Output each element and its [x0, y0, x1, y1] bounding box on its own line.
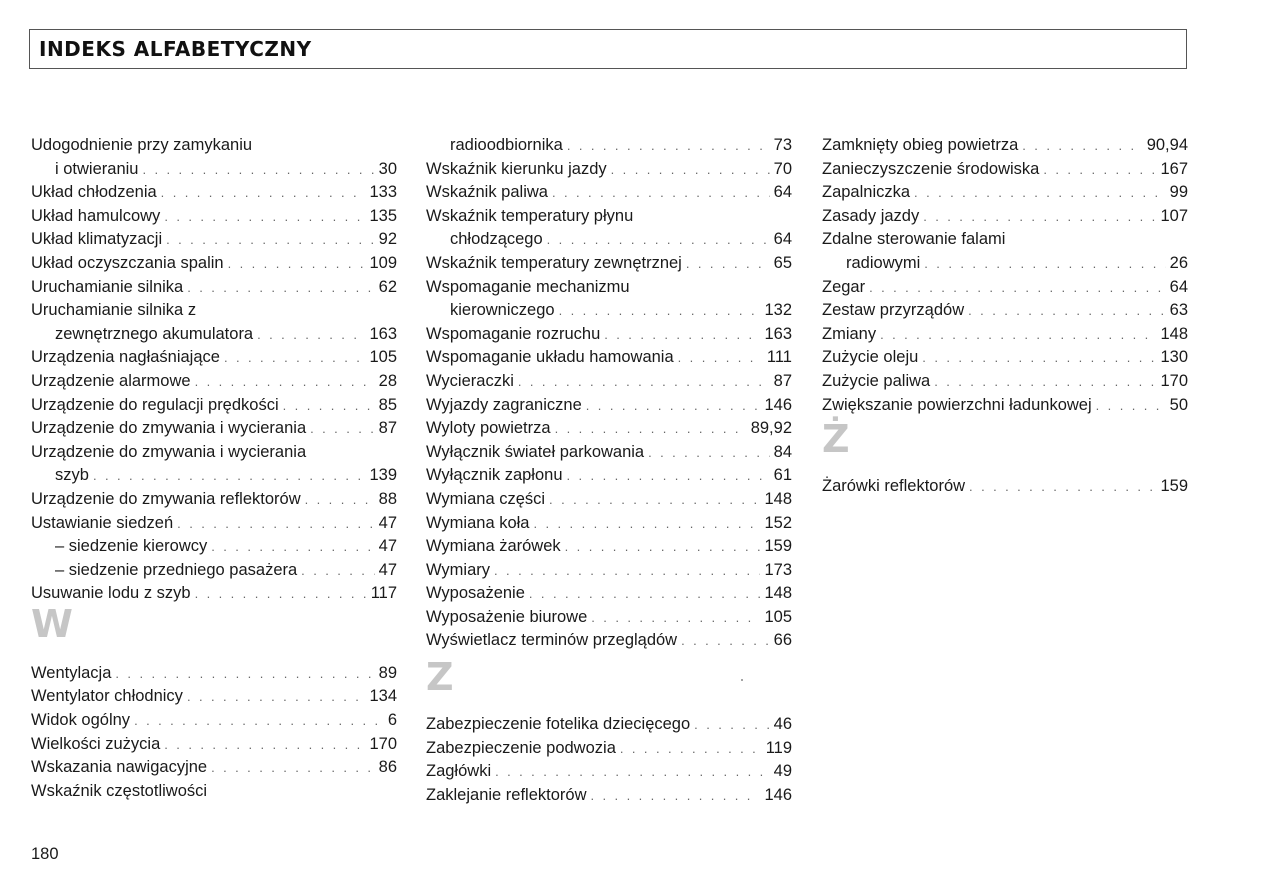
index-term: – siedzenie kierowcy [55, 537, 208, 556]
index-entry [822, 475, 1188, 499]
index-page-ref: 89,92 [750, 419, 792, 438]
index-term: Wspomaganie rozruchu [426, 324, 601, 343]
index-page-ref: 111 [766, 348, 792, 367]
index-page-ref: 87 [773, 371, 792, 390]
index-entry [31, 441, 397, 465]
dot-leader [211, 535, 374, 559]
index-entry [426, 488, 792, 512]
dot-leader [1043, 158, 1156, 182]
index-entry [426, 323, 792, 347]
index-entry [822, 370, 1188, 394]
index-page-ref: 134 [369, 687, 397, 706]
index-entry [426, 512, 792, 536]
index-entry [31, 780, 397, 804]
index-page-ref: 163 [764, 324, 792, 343]
index-entry [31, 181, 397, 205]
index-entry [426, 276, 792, 300]
index-term: Wymiary [426, 560, 491, 579]
index-page-ref: 63 [1169, 301, 1188, 320]
index-term: Zasady jazdy [822, 206, 920, 225]
index-page-ref: 146 [764, 395, 792, 414]
index-section-letter: Z [426, 655, 454, 700]
index-page-ref: 84 [773, 442, 792, 461]
dot-leader [1096, 394, 1166, 418]
index-term: Usuwanie lodu z szyb [31, 584, 191, 603]
index-section-letter: Ż [822, 417, 850, 462]
index-term: Wielkości zużycia [31, 734, 161, 753]
index-page-ref: 47 [378, 560, 397, 579]
index-entry [822, 323, 1188, 347]
index-entry [31, 488, 397, 512]
dot-leader [611, 158, 770, 182]
index-entry [31, 512, 397, 536]
index-term: i otwieraniu [55, 159, 139, 178]
dot-leader [93, 464, 366, 488]
index-term: zewnętrznego akumulatora [55, 324, 254, 343]
index-page-ref: 89 [378, 663, 397, 682]
index-term: Urządzenia nagłaśniające [31, 348, 220, 367]
index-term: Wskaźnik temperatury płynu [426, 206, 634, 225]
dot-leader [177, 512, 374, 536]
dot-leader [686, 252, 770, 276]
index-column-2 [426, 134, 792, 807]
index-entry [822, 299, 1188, 323]
dot-leader [142, 158, 374, 182]
index-page-ref: 90,94 [1146, 136, 1188, 154]
index-entry [31, 582, 397, 606]
index-term: Zdalne sterowanie falami [822, 230, 1006, 249]
index-term: Wskaźnik częstotliwości [31, 781, 208, 800]
dot-leader [969, 475, 1156, 499]
dot-leader [681, 629, 770, 653]
index-entry [31, 559, 397, 583]
index-entry [426, 205, 792, 229]
index-term: Urządzenie do zmywania i wycierania [31, 442, 307, 461]
dot-leader [694, 713, 769, 737]
index-page-ref: 135 [369, 206, 397, 225]
index-entry [426, 346, 792, 370]
index-term: Wycieraczki [426, 371, 514, 390]
index-entry [426, 228, 792, 252]
index-column-3 [822, 134, 1188, 499]
dot-leader [547, 228, 770, 252]
index-entry [426, 158, 792, 182]
index-entry [31, 370, 397, 394]
index-term: Urządzenie alarmowe [31, 371, 191, 390]
dot-leader [134, 709, 384, 733]
index-term: Wyświetlacz terminów przeglądów [426, 631, 678, 650]
index-entry [31, 709, 397, 733]
index-entry [426, 760, 792, 784]
index-page-ref: 107 [1160, 206, 1188, 225]
index-page-ref: 173 [764, 560, 792, 579]
index-entry [822, 394, 1188, 418]
index-term: Zapalniczka [822, 183, 911, 202]
index-entry [426, 441, 792, 465]
index-entry [31, 346, 397, 370]
index-page-ref: 66 [773, 631, 792, 650]
index-term: Wskaźnik kierunku jazdy [426, 159, 607, 178]
dot-leader [495, 760, 770, 784]
index-term: Wspomaganie układu hamowania [426, 348, 674, 367]
index-entry [31, 417, 397, 441]
index-page-ref: 49 [773, 762, 792, 781]
dot-leader [533, 512, 760, 536]
index-page-ref: 86 [378, 758, 397, 777]
dot-leader [195, 582, 367, 606]
dot-leader [1022, 134, 1142, 158]
dot-leader [549, 488, 760, 512]
index-term: Wentylacja [31, 663, 112, 682]
index-term: Układ hamulcowy [31, 206, 161, 225]
index-term: Żarówki reflektorów [822, 477, 966, 496]
index-page-ref: 73 [773, 136, 792, 154]
index-term: Urządzenie do zmywania i wycierania [31, 419, 307, 438]
index-page-ref: 28 [378, 371, 397, 390]
index-entry [822, 252, 1188, 276]
index-entry [31, 276, 397, 300]
index-page-ref: 47 [378, 537, 397, 556]
index-entry [31, 662, 397, 686]
index-entry [426, 559, 792, 583]
index-term: kierowniczego [450, 301, 555, 320]
index-page-ref: 64 [1169, 277, 1188, 296]
index-term: szyb [55, 466, 89, 485]
index-page-ref: 105 [369, 348, 397, 367]
index-term: radiowymi [846, 253, 921, 272]
index-entry [822, 346, 1188, 370]
dot-leader [228, 252, 366, 276]
index-page-ref: 117 [370, 584, 397, 603]
index-entry [31, 733, 397, 757]
index-term: Zmiany [822, 324, 877, 343]
index-term: chłodzącego [450, 230, 543, 249]
index-section-letter: W [31, 601, 73, 646]
dot-leader [567, 134, 770, 158]
index-entry [426, 134, 792, 158]
index-entry [426, 784, 792, 808]
index-term: Zestaw przyrządów [822, 301, 965, 320]
dot-leader [187, 685, 366, 709]
index-page-ref: 46 [773, 715, 792, 734]
dot-leader [591, 606, 760, 630]
index-term: Zużycie oleju [822, 348, 919, 367]
index-entry [426, 299, 792, 323]
index-term: Wentylator chłodnicy [31, 687, 183, 706]
index-page-ref: 148 [764, 584, 792, 603]
index-page-ref: 119 [765, 738, 792, 757]
index-entry [426, 606, 792, 630]
dot-leader [620, 737, 762, 761]
index-entry [426, 417, 792, 441]
index-term: Urządzenie do regulacji prędkości [31, 395, 279, 414]
index-page-ref: 132 [764, 301, 792, 320]
index-term: Wskaźnik paliwa [426, 183, 548, 202]
index-page-ref: 65 [773, 253, 792, 272]
dot-leader [924, 252, 1165, 276]
index-page-ref: 139 [369, 466, 397, 485]
dot-leader [968, 299, 1166, 323]
dot-leader [586, 394, 761, 418]
index-page-ref: 148 [764, 489, 792, 508]
dot-leader [224, 346, 366, 370]
index-entry [426, 394, 792, 418]
index-page-ref: 99 [1169, 183, 1188, 202]
index-entry [822, 276, 1188, 300]
index-page-ref: 170 [369, 734, 397, 753]
index-term: Wyposażenie [426, 584, 525, 603]
index-term: Układ chłodzenia [31, 183, 157, 202]
index-column-1 [31, 134, 397, 803]
dot-leader [195, 370, 375, 394]
index-page-ref: 167 [1160, 159, 1188, 178]
index-page-ref: 159 [1160, 477, 1188, 496]
index-page-ref: 6 [387, 711, 397, 730]
index-term: Wyloty powietrza [426, 419, 551, 438]
index-entry [426, 535, 792, 559]
index-term: Urządzenie do zmywania reflektorów [31, 489, 301, 508]
index-page-ref: 148 [1160, 324, 1188, 343]
dot-leader [559, 299, 761, 323]
dot-leader [161, 181, 366, 205]
dot-leader [166, 228, 375, 252]
index-term: Zabezpieczenie podwozia [426, 738, 616, 757]
index-term: Zamknięty obieg powietrza [822, 136, 1019, 154]
index-entry [31, 158, 397, 182]
index-page-ref: 109 [369, 253, 397, 272]
dot-leader [518, 370, 770, 394]
dot-leader [257, 323, 365, 347]
index-term: Uruchamianie silnika z [31, 301, 197, 320]
index-term: Wskaźnik temperatury zewnętrznej [426, 253, 682, 272]
index-entry [426, 464, 792, 488]
print-speck [741, 679, 743, 681]
index-term: Uruchamianie silnika [31, 277, 184, 296]
index-page-ref: 130 [1160, 348, 1188, 367]
index-page-ref: 146 [764, 785, 792, 804]
index-term: Wspomaganie mechanizmu [426, 277, 630, 296]
index-page-ref: 47 [378, 513, 397, 532]
index-entry [426, 181, 792, 205]
index-term: Wymiana żarówek [426, 537, 561, 556]
index-term: Ustawianie siedzeń [31, 513, 174, 532]
index-entry [31, 323, 397, 347]
index-entry [31, 535, 397, 559]
index-page-ref: 105 [764, 607, 792, 626]
index-term: Układ klimatyzacji [31, 230, 163, 249]
index-entry [822, 158, 1188, 182]
index-page-ref: 88 [378, 489, 397, 508]
dot-leader [211, 756, 375, 780]
index-page-ref: 70 [773, 159, 792, 178]
index-entry [822, 228, 1188, 252]
dot-leader [555, 417, 747, 441]
dot-leader [301, 559, 374, 583]
index-entry [822, 181, 1188, 205]
index-term: Zaklejanie reflektorów [426, 785, 587, 804]
index-entry [426, 252, 792, 276]
dot-leader [552, 181, 770, 205]
dot-leader [567, 464, 770, 488]
dot-leader [115, 662, 374, 686]
index-page-ref: 85 [378, 395, 397, 414]
page-title: INDEKS ALFABETYCZNY [39, 37, 312, 61]
index-page-ref: 64 [773, 230, 792, 249]
index-entry [31, 134, 397, 158]
dot-leader [310, 417, 375, 441]
index-entry [31, 205, 397, 229]
index-term: Wymiana koła [426, 513, 530, 532]
index-page-ref: 159 [764, 537, 792, 556]
index-term: Zegar [822, 277, 866, 296]
index-entry [426, 582, 792, 606]
index-entry [31, 464, 397, 488]
index-term: Wymiana części [426, 489, 546, 508]
index-term: Zanieczyszczenie środowiska [822, 159, 1040, 178]
index-term: Udogodnienie przy zamykaniu [31, 136, 253, 154]
dot-leader [494, 559, 760, 583]
index-term: Wskazania nawigacyjne [31, 758, 208, 777]
index-entry [822, 205, 1188, 229]
index-entry [31, 394, 397, 418]
dot-leader [934, 370, 1156, 394]
dot-leader [305, 488, 375, 512]
index-page-ref: 87 [378, 419, 397, 438]
index-entry [426, 629, 792, 653]
dot-leader [880, 323, 1156, 347]
dot-leader [283, 394, 375, 418]
index-term: Wyłącznik zapłonu [426, 466, 563, 485]
dot-leader [604, 323, 760, 347]
index-term: Zagłówki [426, 762, 492, 781]
index-term: Wyjazdy zagraniczne [426, 395, 582, 414]
page-number: 180 [31, 845, 59, 863]
index-page-ref: 64 [773, 183, 792, 202]
index-entry [31, 756, 397, 780]
index-entry [31, 685, 397, 709]
dot-leader [678, 346, 763, 370]
section-header [29, 29, 1187, 69]
index-term: radioodbiornika [450, 136, 563, 154]
index-page-ref: 133 [369, 183, 397, 202]
index-entry [31, 228, 397, 252]
dot-leader [869, 276, 1166, 300]
index-term: Układ oczyszczania spalin [31, 253, 224, 272]
dot-leader [565, 535, 761, 559]
index-term: – siedzenie przedniego pasażera [55, 560, 298, 579]
index-page-ref: 92 [378, 230, 397, 249]
index-entry [822, 134, 1188, 158]
index-page-ref: 30 [378, 159, 397, 178]
index-page-ref: 26 [1169, 253, 1188, 272]
index-page-ref: 61 [773, 466, 792, 485]
dot-leader [164, 733, 365, 757]
index-page-ref: 62 [378, 277, 397, 296]
index-term: Zużycie paliwa [822, 371, 931, 390]
index-entry [31, 299, 397, 323]
index-page-ref: 50 [1169, 395, 1188, 414]
dot-leader [164, 205, 365, 229]
index-entry [31, 252, 397, 276]
index-term: Zwiększanie powierzchni ładunkowej [822, 395, 1092, 414]
dot-leader [529, 582, 761, 606]
dot-leader [648, 441, 770, 465]
index-entry [426, 737, 792, 761]
dot-leader [922, 346, 1156, 370]
index-term: Widok ogólny [31, 711, 131, 730]
index-page-ref: 152 [764, 513, 792, 532]
dot-leader [914, 181, 1166, 205]
index-term: Zabezpieczenie fotelika dziecięcego [426, 715, 691, 734]
dot-leader [923, 205, 1156, 229]
index-term: Wyposażenie biurowe [426, 607, 588, 626]
dot-leader [591, 784, 761, 808]
index-page-ref: 170 [1160, 371, 1188, 390]
index-page-ref: 163 [369, 324, 397, 343]
dot-leader [187, 276, 374, 300]
index-term: Wyłącznik świateł parkowania [426, 442, 645, 461]
index-entry [426, 370, 792, 394]
index-entry [426, 713, 792, 737]
